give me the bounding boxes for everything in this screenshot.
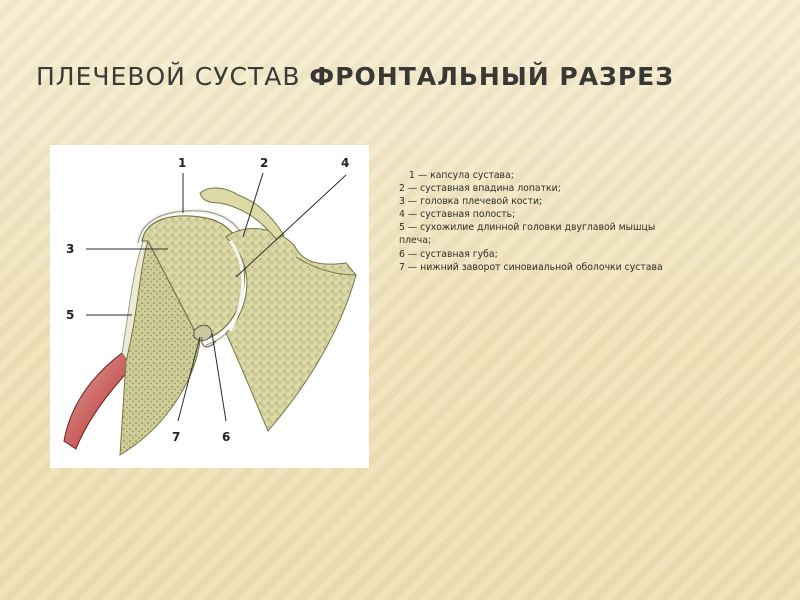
callout-2: 2: [260, 156, 269, 170]
glenoid-labrum: [194, 325, 212, 340]
legend-item-5-cont: плеча;: [399, 235, 432, 247]
shoulder-joint-illustration: [50, 145, 369, 468]
legend: [399, 169, 709, 274]
slide-title: [36, 62, 674, 91]
callout-6: 6: [222, 430, 231, 444]
legend-item-3: 3 — головка плечевой кости;: [399, 196, 543, 208]
callout-1: 1: [178, 156, 187, 170]
legend-item-7: 7 — нижний заворот синовиальной оболочки сустава: [399, 261, 663, 273]
shoulder-joint-drawing: [50, 145, 369, 468]
callout-5: 5: [66, 308, 75, 322]
slide-title-bold: ФРОНТАЛЬНЫЙ РАЗРЕЗ: [309, 62, 674, 91]
legend-item-1: 1 — капсула сустава;: [409, 170, 514, 181]
legend-item-6: 6 — суставная губа;: [399, 248, 498, 260]
legend-item-2: 2 — суставная впадина лопатки;: [399, 183, 561, 195]
callout-4: 4: [341, 156, 350, 170]
legend-item-4: 4 — суставная полость;: [399, 209, 516, 221]
scapula: [226, 229, 356, 431]
callout-3: 3: [66, 242, 75, 256]
slide-title-normal: ПЛЕЧЕВОЙ СУСТАВ: [36, 62, 310, 91]
callout-7: 7: [172, 430, 181, 444]
legend-item-5: 5 — сухожилие длинной головки двуглавой мышцы: [399, 222, 656, 234]
